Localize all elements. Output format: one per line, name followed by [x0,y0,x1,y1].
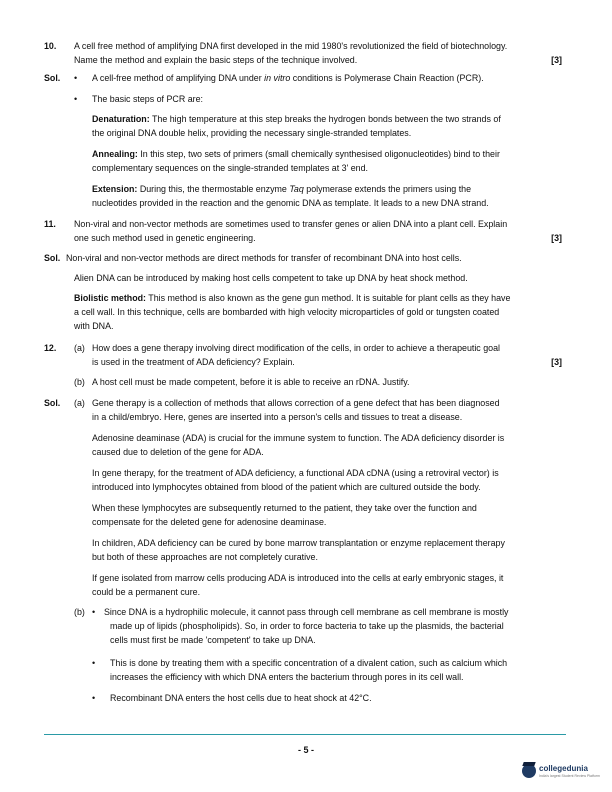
question-text-line: How does a gene therapy involving direct modification of the cells, in order to achieve a therapeutic goal [92,343,500,353]
solution-text-line: In children, ADA deficiency can be cured by bone marrow transplantation or enzyme replacement therapy [92,538,505,548]
solution-text-line: nucleotides provided in the reaction and the genomic DNA as template. It leads to a new DNA strand. [92,198,489,208]
solution-text-line: A cell-free method of amplifying DNA under in vitro conditions is Polymerase Chain Reaction (PCR). [92,73,484,83]
solution-text-line: Non-viral and non-vector methods are direct methods for transfer of recombinant DNA into host cells. [66,253,462,263]
step-annealing: Annealing: In this step, two sets of primers (small chemically synthesised oligonucleotides) bind to their [92,149,500,159]
solution-label: Sol. [44,253,61,263]
bullet-icon: • [92,658,96,668]
bullet-icon: • [74,94,78,104]
logo-tagline: India's largest Student Review Platform [539,774,600,778]
solution-text-line: a cell wall. In this technique, cells are bombarded with high velocity microparticles of gold or tungsten coated [74,307,500,317]
solution-text-line: This is done by treating them with a specific concentration of a divalent cation, such as calcium which [110,658,508,668]
part-label: (b) [74,607,85,617]
marks-badge: [3] [551,55,562,65]
bullet-icon: • [74,73,78,83]
solution-text-line: made up of lipids (phospholipids). So, in order to force bacteria to take up the plasmids, the bacterial [110,621,504,631]
logo-text: collegedunia [539,764,588,773]
marks-badge: [3] [551,357,562,367]
solution-text-line: Since DNA is a hydrophilic molecule, it cannot pass through cell membrane as cell membrane is mostly [104,607,509,617]
question-text-line: Name the method and explain the basic steps of the technique involved. [74,55,358,65]
solution-text-line: When these lymphocytes are subsequently returned to the patient, they take over the function and [92,503,477,513]
solution-label: Sol. [44,398,61,408]
bullet-icon: • [92,607,96,617]
part-label: (a) [74,398,85,408]
question-number: 12. [44,343,57,353]
part-label: (a) [74,343,85,353]
question-text-line: is used in the treatment of ADA deficiency? Explain. [92,357,295,367]
collegedunia-logo [522,763,600,785]
question-number: 10. [44,41,57,51]
step-denaturation: Denaturation: The high temperature at this step breaks the hydrogen bonds between the two strands of [92,114,501,124]
solution-text-line: the original DNA double helix, providing the necessary single-stranded templates. [92,128,412,138]
solution-text-line: caused due to deletion of the gene for ADA. [92,447,264,457]
solution-text-line: compensate for the deleted gene for adenosine deaminase. [92,517,327,527]
mascot-icon [522,764,536,778]
page-number: - 5 - [297,745,314,755]
marks-badge: [3] [551,233,562,243]
solution-text-line: Recombinant DNA enters the host cells due to heat shock at 42°C. [110,693,372,703]
solution-label: Sol. [44,73,61,83]
solution-text-line: complementary sequences on the single-stranded templates at 3' end. [92,163,368,173]
solution-text-line: Adenosine deaminase (ADA) is crucial for the immune system to function. The ADA deficiency disorder is [92,433,505,443]
solution-text-line: Gene therapy is a collection of methods that allows correction of a gene defect that has been diagnosed [92,398,500,408]
solution-text-line: increases the efficiency with which DNA enters the bacterium through pores in its cell wall. [110,672,464,682]
solution-text-line: The basic steps of PCR are: [92,94,203,104]
footer-divider [44,734,566,735]
solution-text-line: but both of these approaches are not completely curative. [92,552,318,562]
biolistic-method: Biolistic method: This method is also known as the gene gun method. It is suitable for plant cells as they have [74,293,511,303]
graduation-cap-icon [522,762,535,766]
solution-text-line: with DNA. [74,321,114,331]
solution-text-line: cells must first be made 'competent' to take up DNA. [110,635,316,645]
solution-text-line: If gene isolated from marrow cells producing ADA is introduced into the cells at early embryonic stages, it [92,573,504,583]
part-label: (b) [74,377,85,387]
question-number: 11. [44,219,56,229]
solution-text-line: Alien DNA can be introduced by making host cells competent to take up DNA by heat shock method. [74,273,468,283]
question-text-line: A host cell must be made competent, before it is able to receive an rDNA. Justify. [92,377,410,387]
solution-text-line: in a child/embryo. Here, genes are inserted into a person's cells and tissues to treat a disease. [92,412,463,422]
question-text-line: A cell free method of amplifying DNA first developed in the mid 1980's revolutionized the field of biotechnology. [74,41,508,51]
question-text-line: Non-viral and non-vector methods are sometimes used to transfer genes or alien DNA into a plant cell. Explain [74,219,508,229]
step-extension: Extension: During this, the thermostable enzyme Taq polymerase extends the primers using the [92,184,472,194]
solution-text-line: could be a permanent cure. [92,587,201,597]
question-text-line: one such method used in genetic engineering. [74,233,256,243]
solution-text-line: introduced into lymphocytes obtained from blood of the patient which are cultured outside the body. [92,482,481,492]
bullet-icon: • [92,693,96,703]
solution-text-line: In gene therapy, for the treatment of ADA deficiency, a functional ADA cDNA (using a retroviral vector) is [92,468,499,478]
